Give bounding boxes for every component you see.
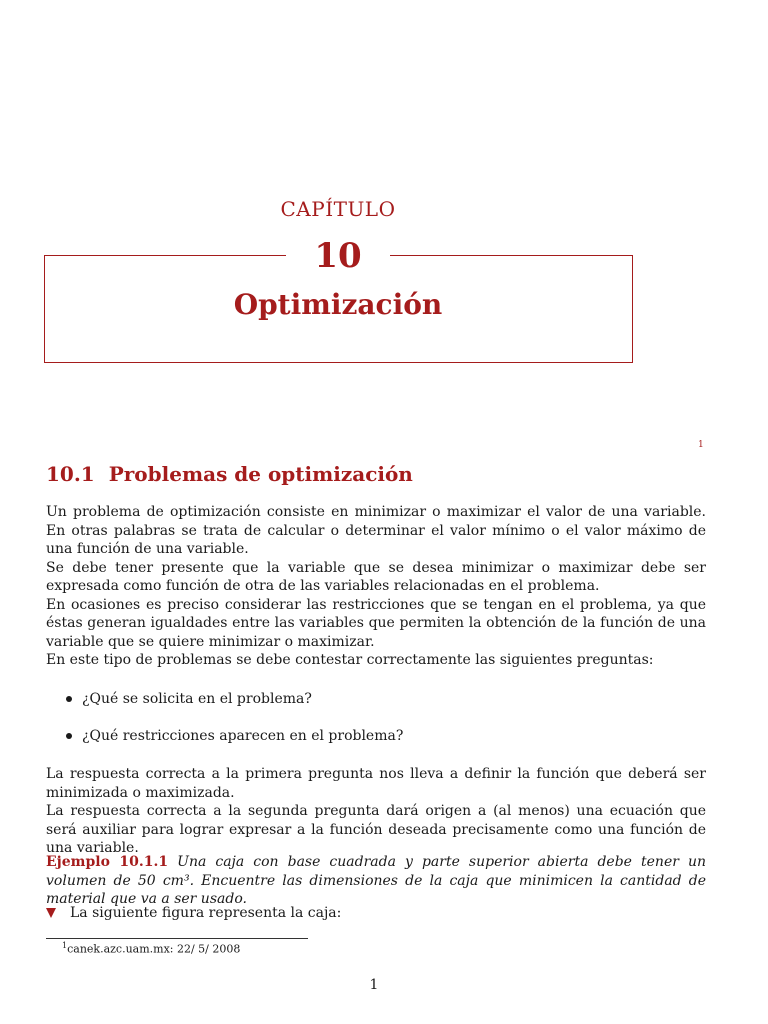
paragraph: La respuesta correcta a la primera pregunta nos lleva a definir la función que deberá ser minimizada o maximizada. xyxy=(46,766,706,801)
bullet-icon xyxy=(66,733,72,739)
footnote xyxy=(62,941,240,956)
section-number: 10.1 xyxy=(46,462,95,486)
footnote-number: 1 xyxy=(62,941,68,950)
example-text: Una caja con base cuadrada y parte superior abierta debe tener un volumen de 50 cm³. Encuentre las dimensiones de la caja que minimicen la cantidad de material que va a ser usado. xyxy=(46,854,706,907)
section-title: Problemas de optimización xyxy=(108,462,413,486)
chapter-number: 10 xyxy=(286,234,389,278)
paragraph: En este tipo de problemas se debe contestar correctamente las siguientes preguntas: xyxy=(46,652,654,668)
bullet-icon xyxy=(66,696,72,702)
solution-intro xyxy=(46,905,341,921)
triangle-down-icon xyxy=(46,908,56,918)
footnote-rule xyxy=(46,938,308,939)
page-number: 1 xyxy=(369,977,379,993)
intro-paragraphs xyxy=(46,503,706,670)
paragraph: La respuesta correcta a la segunda pregunta dará origen a (al menos) una ecuación que será auxiliar para lograr expresar a la función deseada precisamente como una función de una variable. xyxy=(46,803,706,856)
example-label: Ejemplo 10.1.1 xyxy=(46,854,169,870)
list-item xyxy=(66,727,403,745)
chapter-label: CAPÍTULO xyxy=(280,197,396,221)
chapter-number-wrap xyxy=(0,234,676,278)
paragraph: En ocasiones es preciso considerar las restricciones que se tengan en el problema, ya que éstas generan igualdades entre las variables que permiten la obtención de la función de una variable que se quiere minimizar o maximizar. xyxy=(46,596,706,650)
footnote-marker[interactable]: 1 xyxy=(698,440,704,450)
example-block xyxy=(46,853,706,909)
solution-intro-text: La siguiente figura representa la caja: xyxy=(70,905,342,921)
list-item-text: ¿Qué se solicita en el problema? xyxy=(82,691,312,707)
paragraph: Se debe tener presente que la variable que se desea minimizar o maximizar debe ser expresada como función de otra de las variables relacionadas en el problema. xyxy=(46,559,706,594)
list-item-text: ¿Qué restricciones aparecen en el problema? xyxy=(82,728,404,744)
answer-paragraphs xyxy=(46,765,706,858)
section-heading xyxy=(46,462,413,486)
footnote-text[interactable]: canek.azc.uam.mx: 22/ 5/ 2008 xyxy=(67,942,241,956)
paragraph: Un problema de optimización consiste en minimizar o maximizar el valor de una variable. En otras palabras se trata de calcular o determinar el valor mínimo o el valor máximo de una función de una variable. xyxy=(46,504,706,557)
chapter-title: Optimización xyxy=(233,288,443,321)
list-item xyxy=(66,690,312,708)
